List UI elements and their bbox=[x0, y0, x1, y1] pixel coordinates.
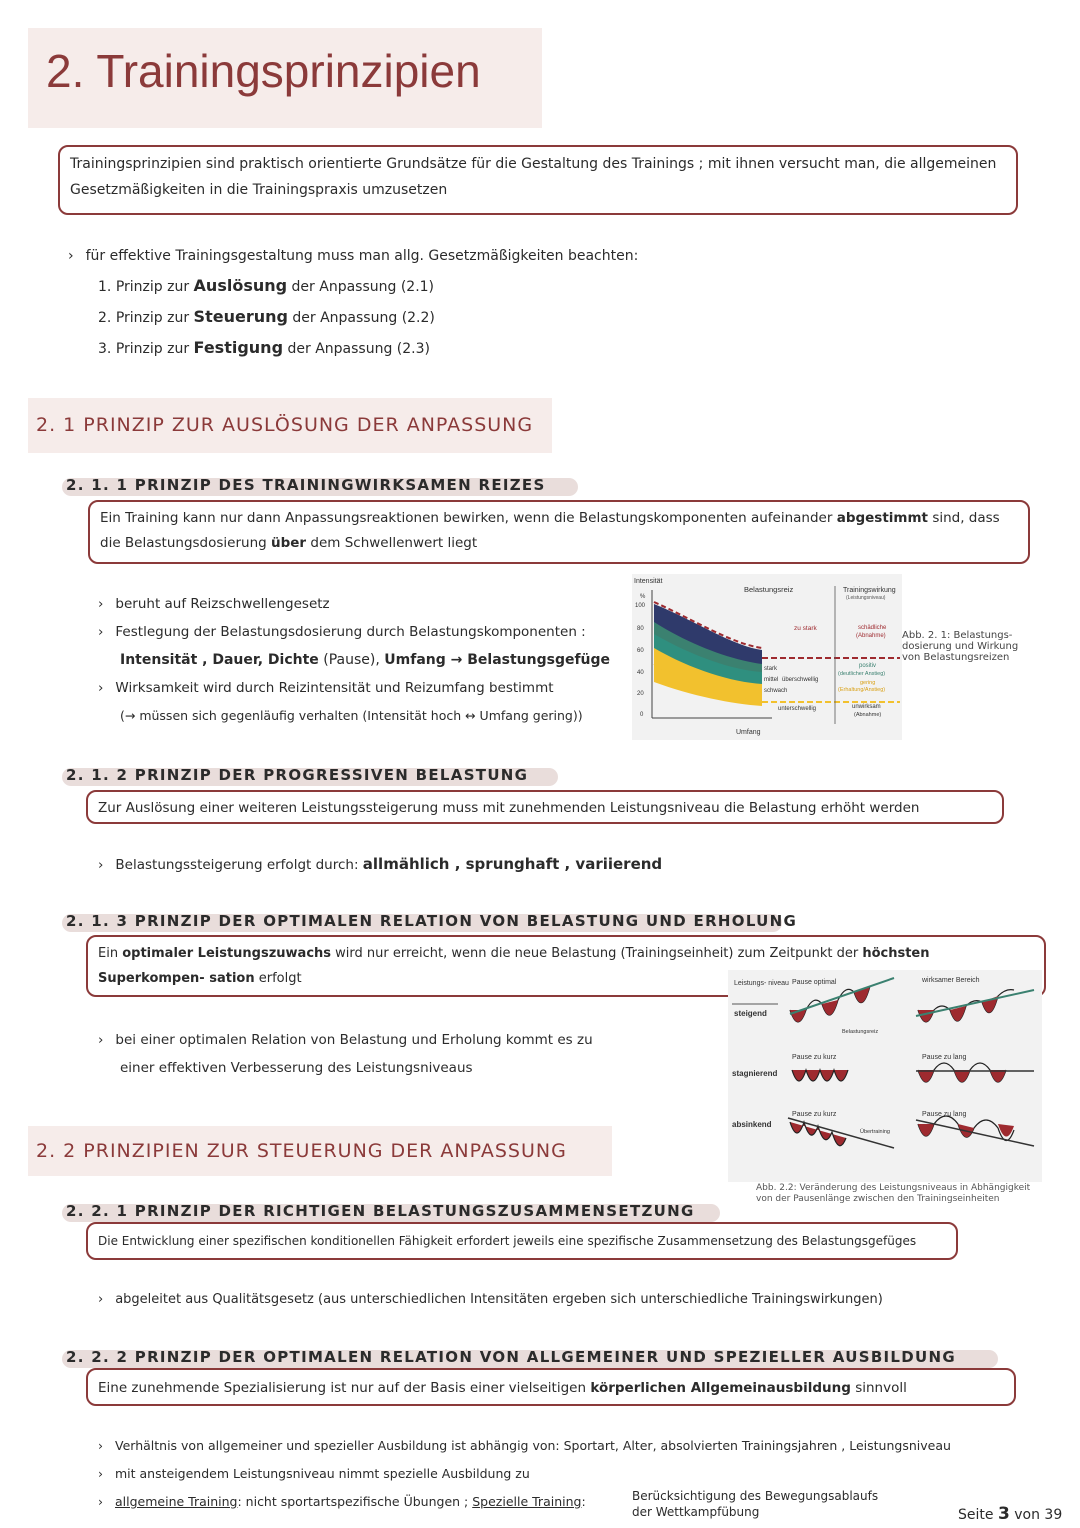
label-abnahme2: (Abnahme) bbox=[854, 712, 882, 718]
intro-item: 2. Prinzip zur Steuerung der Anpassung (2.2) bbox=[98, 307, 435, 326]
y-axis-title: Intensität bbox=[634, 578, 663, 585]
y-tick: 80 bbox=[637, 626, 644, 632]
col-trainingswirkung: Trainingswirkung bbox=[843, 587, 896, 594]
definition-box bbox=[58, 145, 1018, 215]
bullet: › allgemeine Training: nicht sportartspezifische Übungen ; Spezielle Training: bbox=[98, 1494, 586, 1509]
figure-pausenlaenge bbox=[728, 970, 1042, 1182]
y-unit: % bbox=[640, 594, 646, 600]
bullet-sub: (→ müssen sich gegenläufig verhalten (Intensität hoch ↔ Umfang gering)) bbox=[120, 708, 583, 723]
section-heading-2-1: 2. 1 PRINZIP ZUR AUSLÖSUNG DER ANPASSUNG bbox=[36, 414, 534, 436]
label-stagnierend: stagnierend bbox=[732, 1069, 778, 1078]
label-absinkend: absinkend bbox=[732, 1120, 772, 1129]
definition-box-2-2-2: Eine zunehmende Spezialisierung ist nur auf der Basis einer vielseitigen körperlichen Allgemeinausbildung sinnvoll bbox=[86, 1368, 1016, 1406]
label-erhaltung: (Erhaltung/Anstieg) bbox=[838, 687, 886, 693]
label-belastungsreiz: Belastungsreiz bbox=[842, 1029, 879, 1035]
bullets-2-1-1 bbox=[98, 590, 610, 730]
y-tick: 60 bbox=[637, 648, 644, 654]
subheading-2-2-2: 2. 2. 2 PRINZIP DER OPTIMALEN RELATION VON ALLGEMEINER UND SPEZIELLER AUSBILDUNG bbox=[66, 1348, 956, 1366]
label-leistungsniveau: Leistungs- niveau bbox=[734, 980, 789, 987]
y-tick: 100 bbox=[635, 603, 646, 609]
bullet: › Wirksamkeit wird durch Reizintensität und Reizumfang bestimmt bbox=[98, 680, 554, 696]
label-ueberschwellig: überschwellig bbox=[782, 677, 819, 683]
label-positiv: positiv bbox=[859, 663, 877, 669]
definition-box-2-1-3: Ein optimaler Leistungszuwachs wird nur erreicht, wenn die neue Belastung (Trainingseinheit) zum Zeitpunkt der höchsten Superkompen- sation erfolgt bbox=[86, 935, 1046, 997]
label-wirksamer-bereich: wirksamer Bereich bbox=[922, 977, 980, 984]
y-tick: 40 bbox=[637, 670, 644, 676]
label-stark: stark bbox=[764, 666, 778, 672]
label-pause-zu-kurz: Pause zu kurz bbox=[792, 1111, 837, 1118]
label-deutlich: (deutlicher Anstieg) bbox=[838, 671, 886, 677]
figure-2-2-caption: Abb. 2.2: Veränderung des Leistungsniveaus in Abhängigkeit von der Pausenlänge zwischen den Trainingseinheiten bbox=[756, 1183, 1031, 1204]
page-title: 2. Trainingsprinzipien bbox=[46, 45, 481, 97]
subheading-2-1-2: 2. 1. 2 PRINZIP DER PROGRESSIVEN BELASTUNG bbox=[66, 766, 529, 784]
note-spezielle-training: Berücksichtigung des Bewegungsablaufs der Wettkampfübung bbox=[632, 1489, 879, 1519]
label-abnahme: (Abnahme) bbox=[856, 633, 886, 639]
definition-box-2-1-1: Ein Training kann nur dann Anpassungsreaktionen bewirken, wenn die Belastungskomponenten aufeinander abgestimmt sind, dass die Belastungsdosierung über dem Schwellenwert liegt bbox=[88, 500, 1030, 564]
intro-list bbox=[68, 242, 638, 364]
label-pause-zu-lang: Pause zu lang bbox=[922, 1054, 967, 1061]
section-heading-2-2: 2. 2 PRINZIPIEN ZUR STEUERUNG DER ANPASSUNG bbox=[36, 1140, 567, 1162]
bullet-sub: Intensität , Dauer, Dichte (Pause), Umfang → Belastungsgefüge bbox=[120, 652, 611, 668]
col-leistungsniveau: (Leistungsniveau) bbox=[846, 595, 886, 601]
definition-text: Trainingsprinzipien sind praktisch orientierte Grundsätze für die Gestaltung des Trainings ; mit ihnen versucht man, die allgemeinen Gesetzmäßigkeiten in die Trainingspraxis umzusetzen bbox=[70, 156, 997, 198]
page-number: Seite 3 von 39 bbox=[958, 1504, 1063, 1524]
bullet: › Verhältnis von allgemeiner und spezieller Ausbildung ist abhängig von: Sportart, Alter, absolvierten Trainingsjahren , Leistungsniveau bbox=[98, 1438, 951, 1453]
label-schwach: schwach bbox=[764, 688, 788, 694]
subheading-2-1-3: 2. 1. 3 PRINZIP DER OPTIMALEN RELATION VON BELASTUNG UND ERHOLUNG bbox=[66, 912, 798, 930]
label-unterschwellig: unterschwellig bbox=[778, 706, 817, 712]
col-belastungsreiz: Belastungsreiz bbox=[744, 585, 794, 594]
subheading-2-2-1: 2. 2. 1 PRINZIP DER RICHTIGEN BELASTUNGSZUSAMMENSETZUNG bbox=[66, 1202, 695, 1220]
intro-item: 3. Prinzip zur Festigung der Anpassung (2.3) bbox=[98, 338, 430, 357]
label-schaedliche: schädliche bbox=[858, 625, 887, 631]
bullet: › mit ansteigendem Leistungsniveau nimmt spezielle Ausbildung zu bbox=[98, 1466, 530, 1481]
x-axis-title: Umfang bbox=[736, 729, 761, 736]
label-pause-zu-kurz: Pause zu kurz bbox=[792, 1054, 837, 1061]
bullet: › bei einer optimalen Relation von Belastung und Erholung kommt es zu bbox=[98, 1032, 593, 1048]
bullet: › Festlegung der Belastungsdosierung durch Belastungskomponenten : bbox=[98, 624, 586, 640]
y-tick: 20 bbox=[637, 691, 644, 697]
definition-box-2-1-2: Zur Auslösung einer weiteren Leistungssteigerung muss mit zunehmenden Leistungsniveau die Belastung erhöht werden bbox=[86, 790, 1004, 824]
intro-item: 1. Prinzip zur Auslösung der Anpassung (2.1) bbox=[98, 276, 435, 295]
bullet: › Belastungssteigerung erfolgt durch: allmählich , sprunghaft , variierend bbox=[98, 855, 663, 873]
label-gering: gering bbox=[860, 680, 876, 686]
label-steigend: steigend bbox=[734, 1009, 767, 1018]
y-tick: 0 bbox=[640, 712, 644, 718]
figure-belastungsdosierung bbox=[632, 574, 902, 740]
bullet: › abgeleitet aus Qualitätsgesetz (aus unterschiedlichen Intensitäten ergeben sich unterschiedliche Trainingswirkungen) bbox=[98, 1292, 883, 1307]
label-pause-optimal: Pause optimal bbox=[792, 979, 837, 986]
label-uebertraining: Übertraining bbox=[860, 1129, 890, 1135]
label-pause-zu-lang: Pause zu lang bbox=[922, 1111, 967, 1118]
label-unwirksam: unwirksam bbox=[852, 704, 881, 710]
bullets-2-1-3 bbox=[98, 1026, 593, 1082]
label-mittel: mittel bbox=[764, 677, 779, 683]
bullet-sub: einer effektiven Verbesserung des Leistungsniveaus bbox=[120, 1060, 473, 1076]
subheading-2-1-1: 2. 1. 1 PRINZIP DES TRAININGWIRKSAMEN REIZES bbox=[66, 476, 546, 494]
bullet: › beruht auf Reizschwellengesetz bbox=[98, 596, 330, 612]
definition-box-2-2-1: Die Entwicklung einer spezifischen konditionellen Fähigkeit erfordert jeweils eine spezifische Zusammensetzung des Belastungsgefüges bbox=[86, 1222, 958, 1260]
intro-lead: › für effektive Trainingsgestaltung muss man allg. Gesetzmäßigkeiten beachten: bbox=[68, 248, 639, 264]
figure-2-1-caption: Abb. 2. 1: Belastungs- dosierung und Wirkung von Belastungsreizen bbox=[902, 630, 1019, 663]
label-zu-stark: zu stark bbox=[794, 625, 817, 632]
